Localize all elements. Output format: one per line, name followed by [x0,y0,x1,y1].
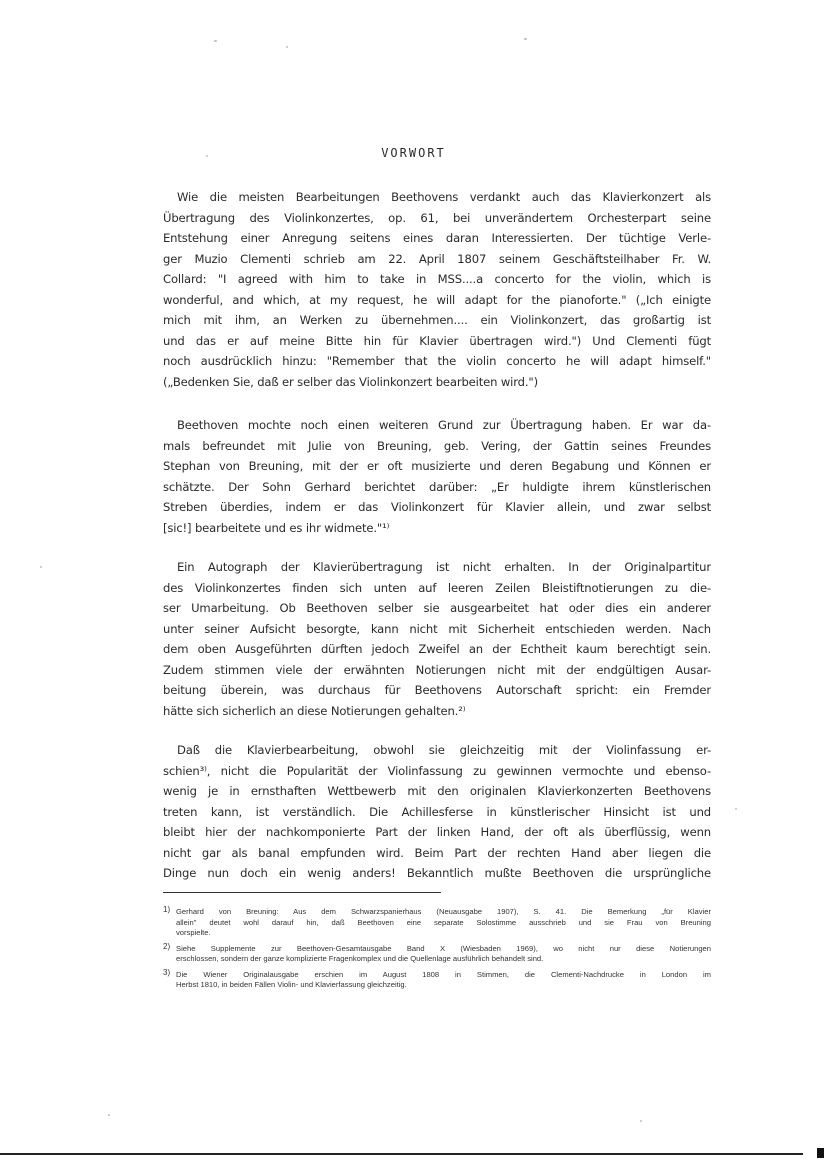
scan-speck [108,1114,110,1116]
text-line: schätzte. Der Sohn Gerhard berichtet darüber: „Er huldigte ihrem künstlerischen [163,479,711,494]
paragraph-4 [163,740,711,884]
footnotes [163,907,711,996]
footnote-line: allein" deutet wohl darauf hin, daß Beethoven eine separate Solostimme ausschrieb und sie Frau von Breuning [176,917,711,927]
scan-speck [40,566,42,568]
text-line: wenig je in ernsthaften Wettbewerb mit den originalen Klavierkonzerten Beethovens [163,784,711,798]
paragraph-3 [163,557,711,721]
text-line: Übertragung des Violinkonzertes, op. 61, bei unverändertem Orchesterpart seine [163,210,711,225]
text-line: hätte sich sicherlich an diese Notierungen gehalten.²⁾ [163,703,466,718]
text-line: mich mit ihm, an Werken zu übernehmen.... ein Violinkonzert, das großartig ist [163,313,711,327]
text-line: Collard: "I agreed with him to take in MSS....a concerto for the violin, which is [163,272,711,286]
text-line: („Bedenken Sie, daß er selber das Violinkonzert bearbeiten wird.") [163,374,538,389]
text-line: Streben überdies, indem er das Violinkonzert für Klavier allein, und zwar selbst [163,500,711,514]
text-line: treten kann, ist verständlich. Die Achillesferse in künstlerischer Hinsicht ist und [163,804,711,819]
paragraph-1 [163,187,711,392]
text-line: nicht gar als banal empfunden wird. Beim Part der rechten Hand aber liegen die [163,845,711,860]
paragraph-2 [163,415,711,538]
scan-speck [214,40,217,42]
text-line: des Violinkonzertes finden sich unten auf leeren Zeilen Bleistiftnotierungen zu die- [163,580,711,595]
scan-speck [735,808,737,810]
footnote-line: vorspielte. [176,928,211,937]
text-line: schien³⁾, nicht die Popularität der Violinfassung zu gewinnen vermochte und ebenso- [163,763,711,778]
scan-speck [640,1120,642,1122]
text-line: Zudem stimmen viele der erwähnten Notierungen nicht mit der endgültigen Ausar- [163,662,711,677]
footnote-line: erschlossen, sondern der ganze komplizierte Fragenkomplex und die Quellenlage ausführlich behandelt sind. [176,954,544,963]
footnote-1 [163,907,711,939]
text-line: beitung überein, was durchaus für Beethovens Autorschaft spricht: ein Fremder [163,683,711,697]
footnote-marker: 3) [163,967,171,977]
text-line: Ein Autograph der Klavierübertragung ist nicht erhalten. In der Originalpartitur [177,560,711,574]
footnote-2 [163,941,711,965]
text-line: ser Umarbeitung. Ob Beethoven selber sie ausgearbeitet hat oder dies ein anderer [163,601,711,615]
scan-speck [286,46,288,48]
page-bottom-rule [0,1153,803,1155]
text-line: [sic!] bearbeitete und es ihr widmete."¹⁾ [163,520,390,535]
text-line: Dinge nun doch ein wenig anders! Bekanntlich mußte Beethoven die ursprüngliche [163,866,711,880]
text-line: noch ausdrücklich hinzu: "Remember that the violin concerto he will adapt himself." [163,354,711,368]
text-line: Beethoven mochte noch einen weiteren Grund zur Übertragung haben. Er war da- [177,418,711,432]
text-line: Stephan von Breuning, mit der er oft musizierte und deren Begabung und Können er [163,459,711,473]
text-line: bleibt hier der nachkomponierte Part der linken Hand, der oft als überflüssig, wenn [163,825,711,839]
scan-speck [524,38,527,40]
text-line: mals befreundet mit Julie von Breuning, geb. Vering, der Gattin seines Freundes [163,438,711,453]
footnote-3 [163,967,711,991]
footnote-line: Gerhard von Breuning: Aus dem Schwarzspanierhaus (Neuausgabe 1907), S. 41. Die Bemerkung „für Klavier [176,907,711,916]
text-line: ger Muzio Clementi schrieb am 22. April 1807 seinem Geschäftsteilhaber Fr. W. [163,251,711,266]
footnote-marker: 1) [163,905,171,914]
footnote-line: Die Wiener Originalausgabe erschien im August 1808 in Stimmen, die Clementi-Nachdrucke in London im [176,969,711,979]
scan-edge-mark [817,1148,824,1158]
text-line: dem oben Ausgeführten dürften jedoch Zweifel an der Echtheit kaum berechtigt sein. [163,642,711,656]
footnote-divider [163,892,441,893]
text-line: Entstehung einer Anregung seitens eines daran Interessierten. Der tüchtige Verle- [163,231,711,245]
footnote-line: Siehe Supplemente zur Beethoven-Gesamtausgabe Band X (Wiesbaden 1969), wo nicht nur diese Notierungen [176,943,711,953]
footnote-line: Herbst 1810, in beiden Fällen Violin- und Klavierfassung gleichzeitig. [176,980,407,989]
text-line: unter seiner Aufsicht besorgte, kann nicht mit Sicherheit entschieden werden. Nach [163,621,711,636]
text-line: Daß die Klavierbearbeitung, obwohl sie gleichzeitig mit der Violinfassung er- [177,743,711,757]
text-line: Wie die meisten Bearbeitungen Beethovens verdankt auch das Klavierkonzert als [177,190,711,204]
page-title: VORWORT [381,146,446,160]
text-line: wonderful, and which, at my request, he will adapt for the pianoforte." („Ich einigte [163,292,711,307]
text-line: und das er auf meine Bitte hin für Klavier übertragen wird.") Und Clementi fügt [163,333,711,348]
footnote-marker: 2) [163,941,171,951]
